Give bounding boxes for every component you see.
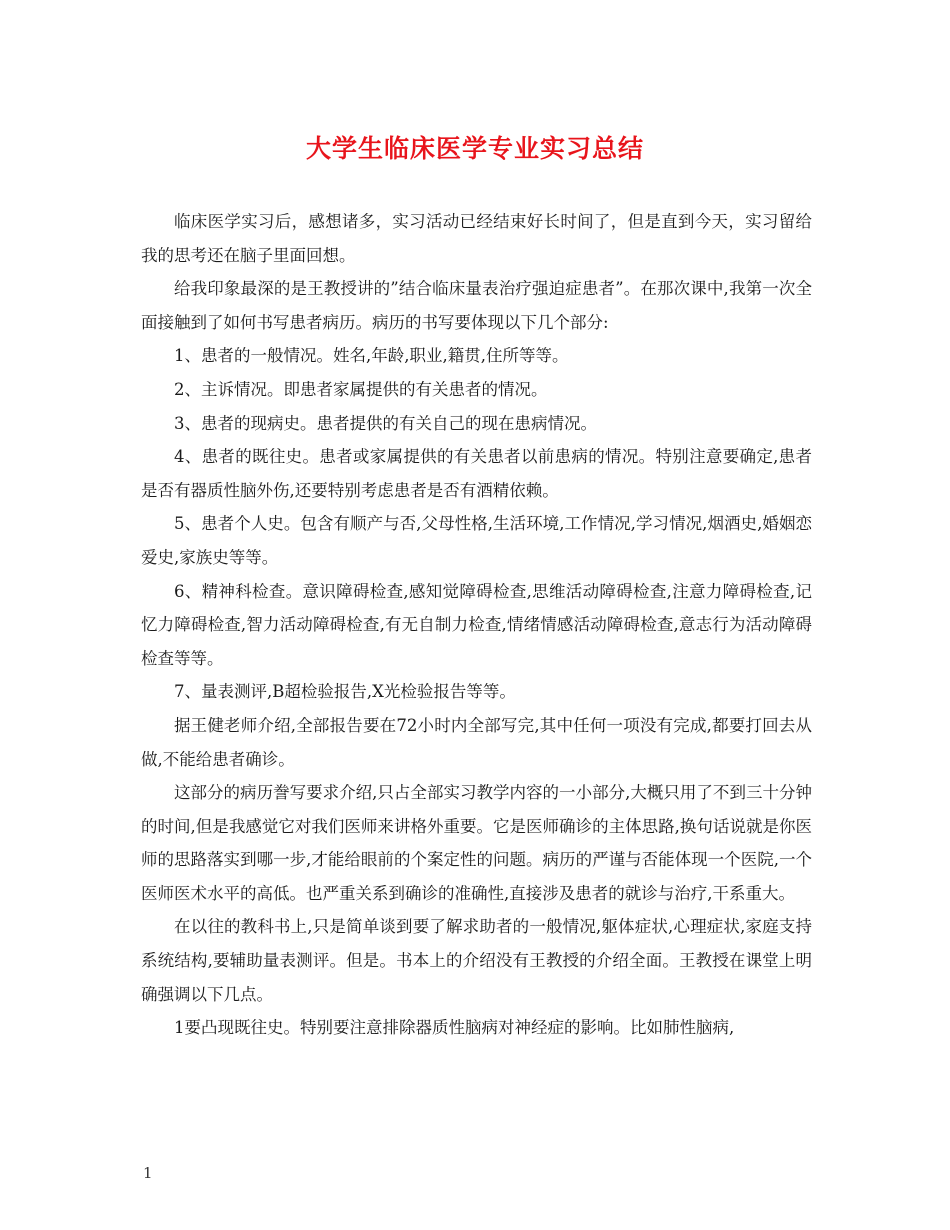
paragraph: 这部分的病历誊写要求介绍,只占全部实习教学内容的一小部分,大概只用了不到三十分钟的时间,但是我感觉它对我们医师来讲格外重要。它是医师确诊的主体思路,换句话说就是你医师的思路落实到哪一步,才能给眼前的个案定性的问题。病历的严谨与否能体现一个医院,一个医师医术水平的高低。也严重关系到确诊的准确性,直接涉及患者的就诊与治疗,干系重大。	[141, 783, 812, 903]
paragraph: 在以往的教科书上,只是简单谈到要了解求助者的一般情况,躯体症状,心理症状,家庭支持系统结构,要辅助量表测评。但是。书本上的介绍没有王教授的介绍全面。王教授在课堂上明确强调以下几点。	[141, 917, 812, 1004]
paragraph: 据王健老师介绍,全部报告要在72小时内全部写完,其中任何一项没有完成,都要打回去从做,不能给患者确诊。	[141, 715, 812, 769]
list-item: 2、主诉情况。即患者家属提供的有关患者的情况。	[174, 379, 548, 399]
list-item: 4、患者的既往史。患者或家属提供的有关患者以前患病的情况。特别注意要确定,患者是否有器质性脑外伤,还要特别考虑患者是否有酒精依赖。	[141, 447, 812, 500]
list-item: 1、患者的一般情况。姓名,年龄,职业,籍贯,住所等等。	[174, 346, 569, 366]
list-item: 7、量表测评,B超检验报告,X光检验报告等等。	[174, 682, 516, 702]
list-item: 3、患者的现病史。患者提供的有关自己的现在患病情况。	[174, 413, 597, 433]
document-title: 大学生临床医学专业实习总结	[305, 134, 644, 163]
list-item: 5、患者个人史。包含有顺产与否,父母性格,生活环境,工作情况,学习情况,烟酒史,婚姻恋爱史,家族史等等。	[141, 514, 812, 567]
list-item: 6、精神科检查。意识障碍检查,感知觉障碍检查,思维活动障碍检查,注意力障碍检查,记忆力障碍检查,智力活动障碍检查,有无自制力检查,情绪情感活动障碍检查,意志行为活动障碍检查等等。	[141, 581, 812, 668]
page-number: 1	[143, 1164, 153, 1182]
paragraph: 给我印象最深的是王教授讲的”结合临床量表治疗强迫症患者”。在那次课中,我第一次全面接触到了如何书写患者病历。病历的书写要体现以下几个部分:	[141, 279, 812, 332]
paragraph: 1要凸现既往史。特别要注意排除器质性脑病对神经症的影响。比如肺性脑病,	[174, 1018, 735, 1038]
paragraph: 临床医学实习后，感想诸多，实习活动已经结束好长时间了，但是直到今天，实习留给我的思考还在脑子里面回想。	[141, 212, 812, 265]
document-body	[141, 205, 812, 1045]
